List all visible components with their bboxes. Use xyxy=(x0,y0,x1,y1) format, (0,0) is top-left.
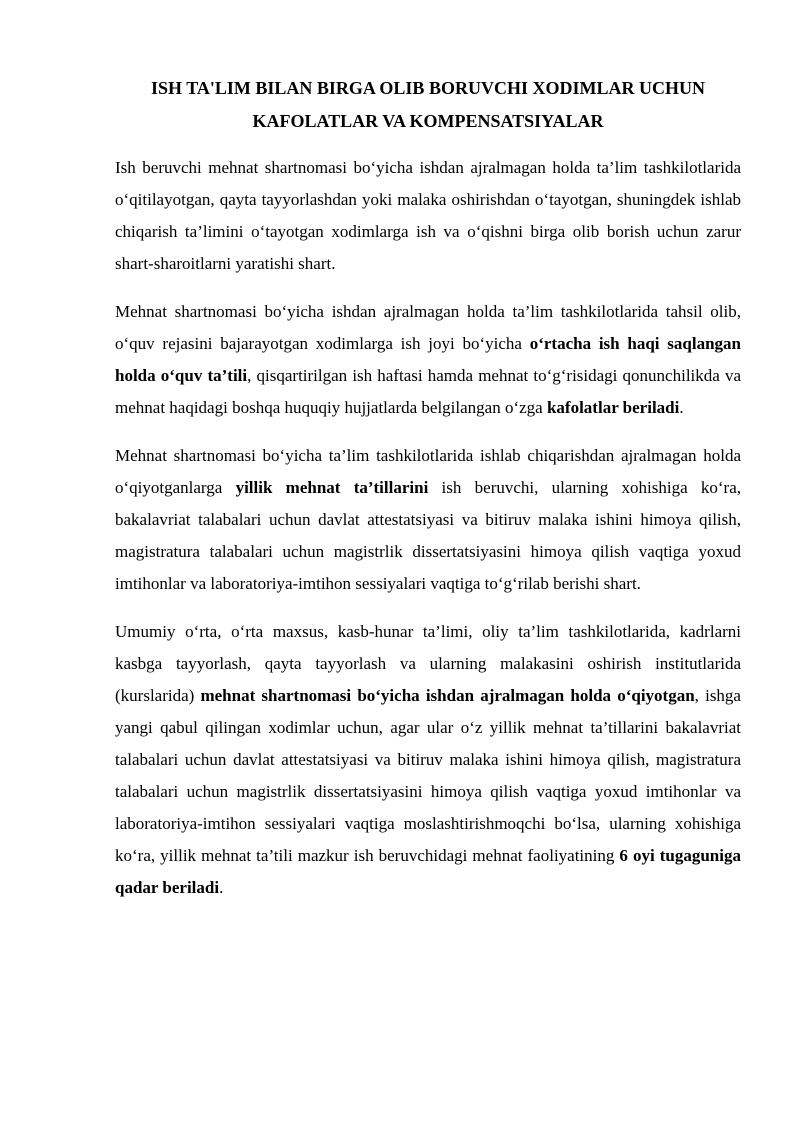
title-line-2: KAFOLATLAR VA KOMPENSATSIYALAR xyxy=(252,111,604,131)
paragraph-1 xyxy=(115,152,741,280)
paragraph-4-bold-2: 6 oyi tugaguniga qadar beriladi xyxy=(115,846,741,897)
paragraph-2-bold-1: o‘rtacha ish haqi saqlangan holda o‘quv ta’tili xyxy=(115,334,741,385)
paragraph-2-text-2: , qisqartirilgan ish haftasi hamda mehnat to‘g‘risidagi qonunchilikda va mehnat haqidagi boshqa huquqiy hujjatlarda belgilangan o‘zga xyxy=(115,366,741,417)
paragraph-4-text-2: , ishga yangi qabul qilingan xodimlar uchun, agar ular o‘z yillik mehnat ta’tillarini bakalavriat talabalari uchun davlat attestatsiyasi va bitiruv malaka ishini himoya qilish, magistratura talabalari uchun magistrlik dissertatsiyasini himoya qilish vaqtiga yoxud imtihonlar va laboratoriya-imtihon sessiyalari vaqtiga moslashtirishmoqchi bo‘lsa, ularning xohishiga ko‘ra, yillik mehnat ta’tili mazkur ish beruvchidagi mehnat faoliyatining xyxy=(115,686,741,865)
paragraph-3 xyxy=(115,440,741,600)
document-title xyxy=(115,72,741,138)
paragraph-2-text-3: . xyxy=(679,398,684,417)
paragraph-3-text-1: Mehnat shartnomasi bo‘yicha ta’lim tashkilotlarida ishlab chiqarishdan ajralmagan holda o‘qiyotganlarga xyxy=(115,446,741,497)
paragraph-4 xyxy=(115,616,741,904)
document-page xyxy=(115,72,741,920)
paragraph-3-text-2: ish beruvchi, ularning xohishiga ko‘ra, bakalavriat talabalari uchun davlat attestatsiyasi va bitiruv malaka ishini himoya qilish, magistratura talabalari uchun magistrlik dissertatsiyasini himoya qilish vaqtiga yoxud imtihonlar va laboratoriya-imtihon sessiyalari vaqtiga to‘g‘rilab berishi shart. xyxy=(115,478,741,593)
paragraph-2 xyxy=(115,296,741,424)
title-line-1: ISH TA'LIM BILAN BIRGA OLIB BORUVCHI XODIMLAR UCHUN xyxy=(151,78,705,98)
paragraph-4-text-3: . xyxy=(219,878,224,897)
paragraph-4-bold-1: mehnat shartnomasi bo‘yicha ishdan ajralmagan holda o‘qiyotgan xyxy=(200,686,695,705)
paragraph-4-text-1: Umumiy o‘rta, o‘rta maxsus, kasb-hunar ta’limi, oliy ta’lim tashkilotlarida, kadrlarni kasbga tayyorlash, qayta tayyorlash va ularning malakasini oshirish institutlarida (kurslarida) xyxy=(115,622,741,705)
paragraph-1-text: Ish beruvchi mehnat shartnomasi bo‘yicha ishdan ajralmagan holda ta’lim tashkilotlarida o‘qitilayotgan, qayta tayyorlashdan yoki malaka oshirishdan o‘tayotgan, shuningdek ishlab chiqarish ta’limini o‘tayotgan xodimlarga ish va o‘qishni birga olib borish uchun zarur shart-sharoitlarni yaratishi shart. xyxy=(115,158,741,273)
paragraph-2-bold-2: kafolatlar beriladi xyxy=(546,398,680,417)
paragraph-2-text-1: Mehnat shartnomasi bo‘yicha ishdan ajralmagan holda ta’lim tashkilotlarida tahsil olib, o‘quv rejasini bajarayotgan xodimlarga ish joyi bo‘yicha xyxy=(115,302,741,353)
paragraph-3-bold-1: yillik mehnat ta’tillarini xyxy=(235,478,429,497)
